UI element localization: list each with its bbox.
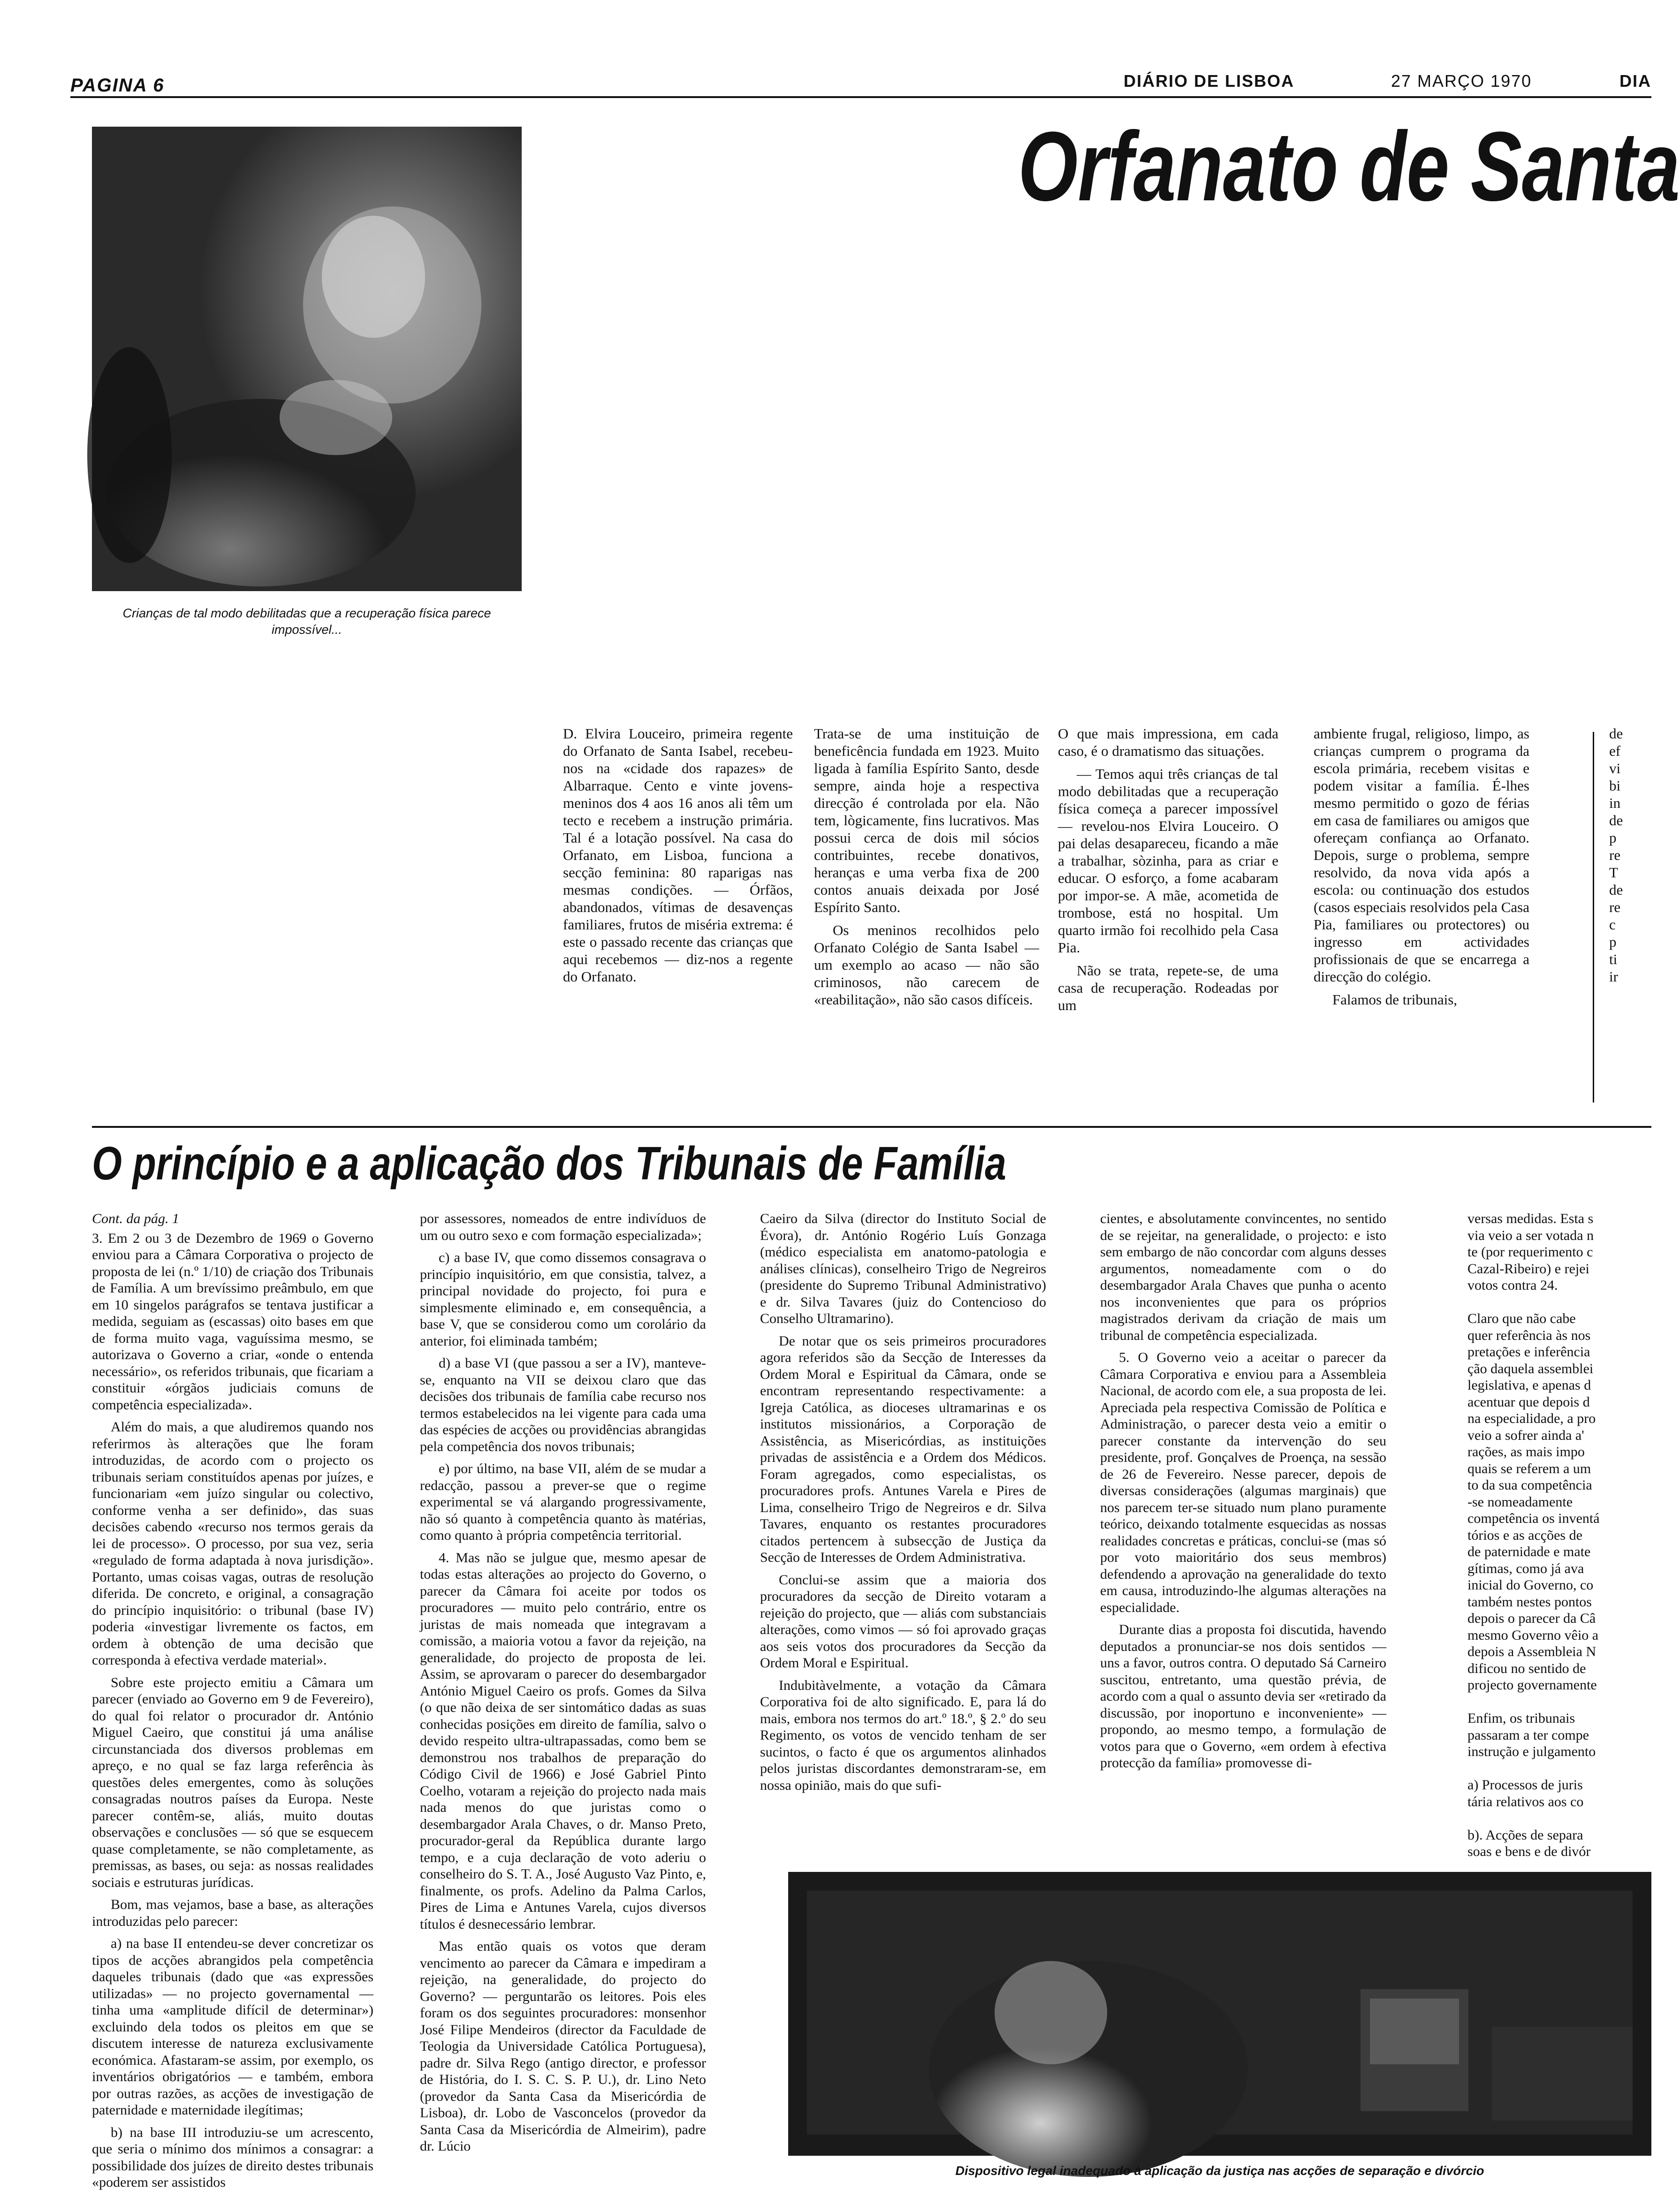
orphanage-col-divider	[1593, 732, 1594, 1102]
courts-c1-p4: Bom, mas vejamos, base a base, as alterações introduzidas pelo parecer:	[92, 1897, 373, 1929]
courts-c2-p3: d) a base VI (que passou a ser a IV), manteve-se, enquanto na VII se deixou claro que das decisões dos tribunais de família cabe recurso nos termos estabelecidos na lei vigente para cada uma das espécies de acções ou providências abrangidas pela competência dos novos tribunais;	[420, 1355, 706, 1454]
courts-col-5-line: to da sua competência	[1467, 1477, 1592, 1493]
courts-col-5-line	[1467, 1294, 1651, 1311]
courts-col-5-line: depois o parecer da Câ	[1467, 1611, 1596, 1626]
courts-col-1	[92, 1210, 373, 2200]
orphanage-c-p1: O que mais impressiona, em cada caso, é o dramatismo das situações.	[1058, 725, 1278, 759]
courtroom-photo-caption: Dispositivo legal inadequado à aplicação da justiça nas acções de separação e divórcio	[955, 2164, 1484, 2178]
courts-col-5-line: ção daquela assemblei	[1467, 1361, 1594, 1376]
courts-c2-p5: 4. Mas não se julgue que, mesmo apesar de todas estas alterações ao projecto do Governo, o parecer da Câmara foi aceite por todos os procuradores — muito pelo contrário, entre os juristas de mais nomeada que integravam a comissão, a maioria votou a favor da rejeição, na generalidade, do projecto de proposta de lei. Assim, se aprovaram o parecer do desembargador António Miguel Caeiro os profs. Gomes da Silva (o que não deixa de ser sintomático dadas as suas conhecidas posições em direito de família, salvo o devido respeito ultra-ultrapassadas, como bem se demonstrou nos trabalhos de preparação do Código Civil de 1966) e José Gabriel Pinto Coelho, votaram a rejeição do projecto nada mais nada menos do que juristas como o desembargador Arala Chaves, o dr. Manso Preto, procurador-geral da República durante largo tempo, e a cuja declaração de voto aderiu o conselheiro do S. T. A., José Augusto Vaz Pinto, e, finalmente, os profs. Adelino da Palma Carlos, Pires de Lima e Antunes Varela, cujos diversos títulos é desnecessário lembrar.	[420, 1550, 706, 1932]
courts-c1-p6: b) na base III introduziu-se um acrescento, que seria o mínimo dos mínimos a consagrar: a possibilidade dos juízes de direito destes tribunais «poderem ser assistidos	[92, 2124, 373, 2190]
courts-col-5-line: a) Processos de juris	[1467, 1777, 1583, 1793]
courts-col-5-line: legislativa, e apenas d	[1467, 1377, 1591, 1393]
orphanage-text-c	[1058, 725, 1278, 1114]
courts-col-5-line: acentuar que depois d	[1467, 1394, 1590, 1410]
courtroom-photo-image	[788, 1872, 1651, 2156]
orphans-photo-caption: Crianças de tal modo debilitadas que a recuperação física parece impossível...	[122, 606, 491, 637]
courts-col-5-line: pretações e inferência	[1467, 1344, 1590, 1360]
courtroom-photo	[788, 1872, 1651, 2156]
courts-col-5-line: votos contra 24.	[1467, 1277, 1558, 1293]
courts-c4-p2: 5. O Governo veio a aceitar o parecer da Câmara Corporativa e enviou para a Assembleia Nacional, de acordo com ele, a sua proposta de lei. Apreciada pela respectiva Comissão de Política e Administração, o parecer desta veio a emitir o parecer constante da intervenção do seu presidente, prof. Gonçalves de Proença, na sessão de 26 de Fevereiro. Nesse parecer, depois de diversas considerações (algumas marginais) que nos parecem ter-se situado num plano puramente teórico, deixando totalmente esquecidas as nossas realidades concretas e práticas, conclui-se (mas só por voto maioritário dos seus membros) defendendo a aprovação na generalidade do texto em causa, introduzindo-lhe algumas alterações na especialidade.	[1100, 1350, 1386, 1615]
orphanage-text-b	[814, 725, 1039, 1114]
courts-col-5-line: projecto governamente	[1467, 1677, 1597, 1693]
courts-col-5-line: quais se referem a um	[1467, 1460, 1591, 1476]
courts-col-5-line: dificou no sentido de	[1467, 1660, 1586, 1676]
newspaper-name: DIÁRIO DE LISBOA	[1124, 71, 1295, 91]
issue-date: 27 MARÇO 1970	[1391, 71, 1532, 91]
section-divider-rule	[92, 1126, 1651, 1128]
courts-c2-p2: c) a base IV, que como dissemos consagrava o princípio inquisitório, em que consistia, talvez, a principal novidade do projecto, foi pura e simplesmente eliminado e, em consequência, a base V, que se considerou como um corolário da anterior, foi eliminada também;	[420, 1250, 706, 1349]
next-page-fragment: DIA	[1619, 71, 1651, 91]
orphanage-fragment-words: de ef vi bi in de p re T de re c p ti ir	[1609, 725, 1623, 985]
courts-col-5-line: te (por requerimento c	[1467, 1244, 1593, 1260]
courts-col-5-line: depois a Assembleia N	[1467, 1644, 1596, 1659]
courts-col-5-line: Cazal-Ribeiro) e rejei	[1467, 1261, 1589, 1277]
courts-c3-p3: Conclui-se assim que a maioria dos procuradores da secção de Direito votaram a rejeição do projecto, que — aliás com substanciais alterações, como vimos — só foi aprovado graças aos seis votos dos procuradores da Secção da Ordem Moral e Espiritual.	[760, 1572, 1046, 1671]
courts-col-5-line: Claro que não cabe	[1467, 1311, 1576, 1326]
orphanage-b-p1: Trata-se de uma instituição de beneficência fundada em 1923. Muito ligada à família Espírito Santo, desde sempre, ainda hoje a respectiva direcção é controlada por ela. Não tem, lògicamente, fins lucrativos. Mas possui cerca de dois mil sócios contribuintes, recebe donativos, heranças e uma verba fixa de 200 contos anuais deixada por José Espírito Santo.	[814, 725, 1039, 915]
courts-col-5-line	[1467, 1694, 1651, 1711]
courts-col-5-line: gítimas, como já ava	[1467, 1560, 1584, 1576]
courts-c3-p1: Caeiro da Silva (director do Instituto Social de Évora), dr. António Rogério Luís Gonzaga (médico especialista em anatomo-patologia e análises clínicas), conselheiro Trigo de Negreiros (presidente do Supremo Tribunal Administrativo) e dr. Silva Tavares (juiz do Contencioso do Conselho Ultramarino).	[760, 1211, 1046, 1326]
courts-c1-p5: a) na base II entendeu-se dever concretizar os tipos de acções abrangidos pela competência daqueles tribunais (dado que «as expressões utilizadas» — no projecto governamental — tinha uma «amplitude difícil de determinar») excluindo dela todos os pleitos em que se discutem interesse de natureza exclusivamente económica. Afastaram-se assim, por exemplo, os inventários obrigatórios — e também, embora por outras razões, as acções de investigação de paternidade e maternidade ilegítimas;	[92, 1936, 373, 2118]
courts-col-5-line: Enfim, os tribunais	[1467, 1711, 1575, 1726]
courts-col-5-line: passaram a ter compe	[1467, 1727, 1589, 1743]
orphanage-text-fragment	[1609, 725, 1647, 1114]
orphanage-text-a: D. Elvira Louceiro, primeira regente do Orfanato de Santa Isabel, recebeu-nos na «cidade dos rapazes» de Albarraque. Cento e vinte jovens-meninos dos 4 aos 16 anos ali têm um tecto e recebem a instrução primária. Tal é a lotação possível. Na casa do Orfanato, em Lisboa, funciona a secção feminina: 80 raparigas nas mesmas condições. — Órfãos, abandonados, vítimas de desavenças familiares, frutos de miséria extrema: é este o passado recente das crianças que aqui recebemos — diz-nos a regente do Orfanato.	[563, 725, 793, 985]
courts-col-5-line: -se nomeadamente	[1467, 1494, 1573, 1510]
courts-c1-p3: Sobre este projecto emitiu a Câmara um parecer (enviado ao Governo em 9 de Fevereiro), do qual foi relator o procurador dr. António Miguel Caeiro, que constitui já uma análise circunstanciada dos diversos problemas em apreço, e no qual se faz larga referência às questões deles emergentes, como às soluções consagradas noutros países da Europa. Neste parecer contêm-se, aliás, muito doutas observações e conclusões — só que se esquecem quase completamente, se não completamente, as premissas, as bases, ou seja: as nossas realidades sociais e estruturas jurídicas.	[92, 1674, 373, 1890]
courts-c4-p3: Durante dias a proposta foi discutida, havendo deputados a pronunciar-se nos dois sentidos — uns a favor, outros contra. O deputado Sá Carneiro suscitou, entretanto, uma questão prévia, de acordo com a qual o assunto devia ser «retirado da discussão, por inoportuno e inconveniente» — propondo, ao mesmo tempo, a formulação de votos para que o Governo, «em ordem à efectiva protecção da família» promovesse di-	[1100, 1622, 1386, 1771]
courts-c4-p1: cientes, e absolutamente convincentes, no sentido de se rejeitar, na generalidade, o projecto: e isto sem embargo de não concordar com alguns desses argumentos, nomeadamente com o do desembargador Arala Chaves que punha o acento nos inconvenientes que para os próprios magistrados derivam da criação de mais um tribunal de competência especializada.	[1100, 1211, 1386, 1343]
courts-col-5	[1467, 1210, 1651, 1863]
courts-col-5-line: de paternidade e mate	[1467, 1544, 1591, 1559]
orphans-photo	[92, 127, 522, 591]
continued-from-label: Cont. da pág. 1	[92, 1211, 179, 1226]
courts-c1-p1: 3. Em 2 ou 3 de Dezembro de 1969 o Governo enviou para a Câmara Corporativa o projecto de proposta de lei (n.º 1/10) de criação dos Tribunais de Família. A um brevíssimo preâmbulo, em que em 10 singelos parágrafos se tentava justificar a medida, seguiam as (escassas) oito bases em que de forma muito vaga, vaguíssima mesmo, se autorizava o Governo a criar, «onde o entenda necessário», os referidos tribunais, que ficariam a constituir «órgãos judiciais comuns de competência especializada».	[92, 1230, 373, 1413]
courts-col-5-line: competência os inventá	[1467, 1511, 1600, 1526]
courts-c2-p6: Mas então quais os votos que deram vencimento ao parecer da Câmara e impediram a rejeição, na generalidade, do projecto do Governo? — perguntarão os leitores. Pois eles foram os dos seguintes procuradores: monsenhor José Filipe Mendeiros (director da Faculdade de Teologia da Universidade Católica Portuguesa), padre dr. Silva Rego (antigo director, e professor de História, do I. S. C. S. P. U.), dr. Lino Neto (provedor da Santa Casa da Misericórdia de Lisboa), dr. Lobo de Vasconcelos (provedor da Santa Casa da Misericórdia de Almeirim), padre dr. Lúcio	[420, 1939, 706, 2154]
courts-col-2	[420, 1210, 706, 2200]
courts-col-5-line: tórios e as acções de	[1467, 1527, 1582, 1543]
courts-col-5-line	[1467, 1810, 1651, 1827]
orphanage-d-p2: Falamos de tribunais,	[1332, 991, 1458, 1008]
orphanage-headline: Orfanato de Santa	[1018, 111, 1680, 221]
courts-col-5-line: instrução e julgamento	[1467, 1744, 1596, 1759]
courts-col-5-line: soas e bens e de divór	[1467, 1844, 1591, 1859]
orphanage-text-d	[1314, 725, 1529, 1114]
courts-c2-p4: e) por último, na base VII, além de se mudar a redacção, passou a prever-se que o regime experimental se vá alargando progressivamente, não só quanto à competência quanto às matérias, como quanto à própria competência territorial.	[420, 1461, 706, 1543]
courts-col-5-line: na especialidade, a pro	[1467, 1411, 1596, 1426]
header-rule	[70, 96, 1651, 98]
orphanage-c-p3: Não se trata, repete-se, de uma casa de recuperação. Rodeadas por um	[1058, 962, 1278, 1013]
courts-col-5-line: tária relativos aos co	[1467, 1794, 1584, 1810]
courts-c3-p2: De notar que os seis primeiros procuradores agora referidos são da Secção de Interesses da Ordem Moral e Espiritual da Câmara, onde se encontram representando respectivamente: a Igreja Católica, as dioceses ultramarinas e os institutos missionários, a Corporação de Assistência, as Misericórdias, as instituições privadas de assistência e a Ordem dos Médicos. Foram agregados, como especialistas, os procuradores profs. Antunes Varela e Pires de Lima, conselheiro Trigo de Negreiros e dr. Silva Tavares, enquanto os restantes procuradores citados pertencem à subsecção de Justiça da Secção de Interesses de Ordem Administrativa.	[760, 1333, 1046, 1565]
courts-col-5-line: quer referência às nos	[1467, 1327, 1591, 1343]
courts-col-5-line: veio a sofrer ainda a'	[1467, 1427, 1584, 1443]
courts-col-5-line: também nestes pontos	[1467, 1594, 1592, 1610]
orphanage-b-p2: Os meninos recolhidos pelo Orfanato Colégio de Santa Isabel — um exemplo ao acaso — não são criminosos, não carecem de «reabilitação», não são casos difíceis.	[814, 922, 1039, 1008]
courts-col-5-line: via veio a ser votada n	[1467, 1227, 1594, 1243]
courts-col-5-line: b). Acções de separa	[1467, 1827, 1583, 1843]
orphanage-c-p2: — Temos aqui três crianças de tal modo debilitadas que a recuperação física começa a parecer impossível — revelou-nos Elvira Louceiro. O pai delas desapareceu, ficando a mãe a trabalhar, sòzinha, para as criar e educar. O esforço, a fome acabaram por impor-se. A mãe, acometida de trombose, está no hospital. Um quarto irmão foi recolhido pela Casa Pia.	[1058, 766, 1278, 956]
courts-col-5-line: versas medidas. Esta s	[1467, 1211, 1594, 1226]
courts-col-3	[760, 1210, 1046, 1863]
courts-c2-p1: por assessores, nomeados de entre indivíduos de um ou outro sexo e com formação especializada»;	[420, 1211, 706, 1243]
courts-col-4	[1100, 1210, 1386, 1863]
page-number: PAGINA 6	[70, 75, 165, 96]
family-courts-headline: O princípio e a aplicação dos Tribunais de Família	[92, 1137, 1006, 1190]
orphans-photo-image	[92, 127, 522, 591]
courts-col-5-line: mesmo Governo vêio a	[1467, 1627, 1599, 1643]
courts-col-5-line: rações, as mais impo	[1467, 1444, 1585, 1460]
courts-c3-p4: Indubitàvelmente, a votação da Câmara Corporativa foi de alto significado. E, para lá do mais, embora nos termos do art.º 18.º, § 2.º do seu Regimento, os votos de vencido tenham de ser sucintos, o facto é que os argumentos alinhados pelos juristas discordantes demonstraram-se, em nossa opinião, mais do que sufi-	[760, 1677, 1046, 1793]
courts-col-5-line: inicial do Governo, co	[1467, 1577, 1594, 1593]
orphanage-d-p1: ambiente frugal, religioso, limpo, as crianças cumprem o programa da escola primária, recebem visitas e podem visitar a família. É-lhes mesmo permitido o gozo de férias em casa de familiares ou amigos que ofereçam confiança ao Orfanato. Depois, surge o problema, sempre resolvido, da nova vida após a escola: ou continuação dos estudos (casos especiais resolvidos pela Casa Pia, familiares ou protectores) ou ingresso em actividades profissionais de que se encarrega a direcção do colégio.	[1314, 725, 1529, 985]
courts-c1-p2: Além do mais, a que aludiremos quando nos referirmos às alterações que lhe foram introduzidas, de acordo com o projecto os tribunais seriam constituídos apenas por juízes, e funcionariam «em juízo singular ou colectivo, conforme venha a ser definido», das suas decisões cabendo «recurso nos termos gerais da lei de processo». O processo, por sua vez, seria «regulado de forma adaptada à nova jurisdição». Portanto, umas coisas vagas, outras de resolução diferida. De concreto, e original, a consagração do princípio inquisitório: o tribunal (base IV) poderia «investigar livremente os factos, em ordem à obtenção de uma decisão que corresponda à efectiva verdade material».	[92, 1419, 373, 1668]
courts-col-5-line	[1467, 1760, 1651, 1777]
